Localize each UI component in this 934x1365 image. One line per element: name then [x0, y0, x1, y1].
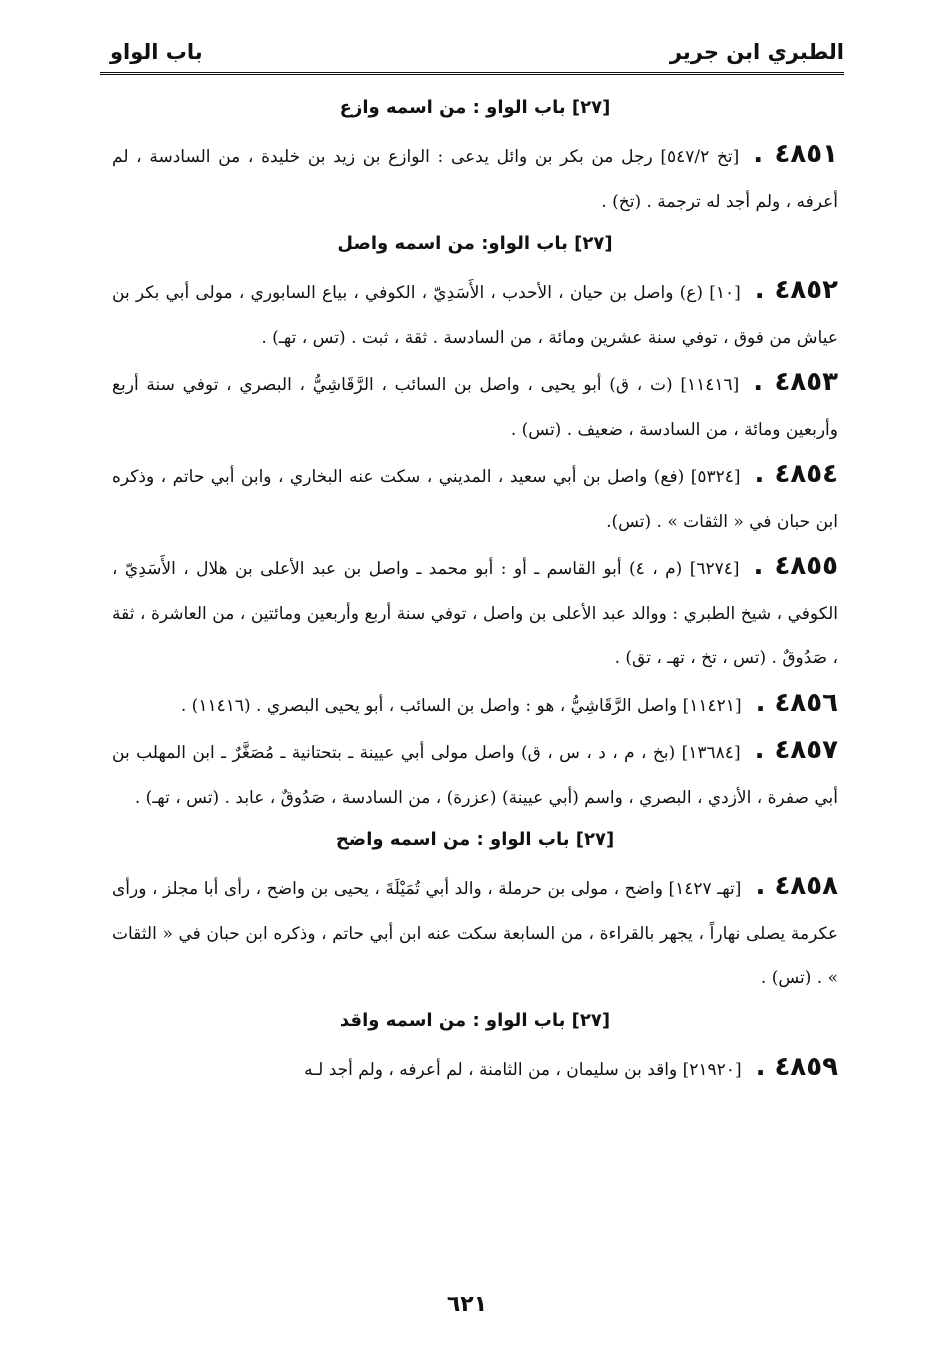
biography-entry	[112, 864, 838, 1001]
entry-number: ٤٨٥٦ .	[755, 687, 838, 718]
entry-text: [تخ ٥٤٧/٢] رجل من بكر بن وائل يدعى : الوازع بن زيد بن خليدة ، من السادسة ، لم أعرفه ، ولم أجد له ترجمة . (تخ) .	[112, 147, 838, 212]
entry-text: [٢١٩٢٠] واقد بن سليمان ، من الثامنة ، لم أعرفه ، ولم أجد لـه	[304, 1059, 742, 1080]
entry-number: ٤٨٥٨ .	[755, 871, 839, 901]
entry-text: [١١٤٢١] واصل الرَّقَاشِيُّ ، هو : واصل بن السائب ، أبو يحيى البصري . (١١٤١٦) .	[180, 695, 742, 716]
biography-entry	[112, 268, 838, 360]
header-book-title: الطبري ابن جرير	[669, 40, 844, 64]
biography-entry	[112, 132, 838, 224]
entry-number: ٤٨٥٥ .	[753, 551, 838, 581]
biography-entry	[112, 452, 838, 544]
entry-number: ٤٨٥٧ .	[754, 735, 838, 765]
page-body	[112, 88, 838, 1092]
biography-entry	[112, 1045, 838, 1093]
page-number: ٦٢١	[446, 1292, 488, 1317]
header-rule	[100, 72, 844, 75]
running-header	[110, 34, 844, 70]
chapter-heading: [٢٧] باب الواو : من اسمه وازع	[339, 97, 611, 118]
entry-number: ٤٨٥٣ .	[753, 367, 838, 397]
entry-number: ٤٨٥٤ .	[754, 459, 838, 489]
entry-number: ٤٨٥١ .	[753, 139, 838, 169]
biography-entry	[112, 681, 838, 729]
biography-entry	[112, 544, 838, 681]
chapter-heading: [٢٧] باب الواو : من اسمه واضح	[335, 829, 615, 850]
entry-text: [١٠] (ع) واصل بن حيان ، الأحدب ، الأَسَدِيّ ، الكوفي ، بياع السابوري ، مولى أبي بكر بن عياش من فوق ، توفي سنة عشرين ومائة ، من السادسة . ثقة ، ثبت . (تس ، تهـ) .	[112, 283, 838, 348]
entry-text: [تهـ ١٤٢٧] واضح ، مولى بن حرملة ، والد أبي تُمَيْلَةَ ، يحيى بن واضح ، رأى أبا مجلز ، ورأى عكرمة يصلى نهاراً ، يجهر بالقراءة ، من السابعة سكت عنه ابن أبي حاتم ، وذكره ابن حبان في « الثقات » . (تس) .	[112, 879, 838, 988]
entry-text: [١٣٦٨٤] (بخ ، م ، د ، س ، ق) واصل مولى أبي عيينة ـ بتحتانية ـ مُصَغَّرٌ ـ ابن المهلب بن أبي صفرة ، الأزدي ، البصري ، واسم (أبي عيينة) (عزرة) ، من السادسة ، صَدُوقٌ ، عابد . (تس ، تهـ) .	[112, 743, 838, 808]
entry-number: ٤٨٥٢ .	[754, 275, 838, 305]
biography-entry	[112, 728, 838, 820]
entry-number: ٤٨٥٩ .	[755, 1051, 838, 1082]
biography-entry	[112, 360, 838, 452]
entry-text: [٥٣٢٤] (فع) واصل بن أبي سعيد ، المديني ، سكت عنه البخاري ، وابن أبي حاتم ، وذكره ابن حبان في « الثقات » . (تس).	[112, 467, 838, 532]
entry-text: [١١٤١٦] (ت ، ق) أبو يحيى ، واصل بن السائب ، الرَّقَاشِيُّ ، البصري ، توفي سنة أربع وأربعين ومائة ، من السادسة ، ضعيف . (تس) .	[112, 375, 838, 440]
header-chapter-title: باب الواو	[110, 40, 203, 64]
chapter-heading: [٢٧] باب الواو : من اسمه واقد	[339, 1009, 611, 1031]
chapter-heading: [٢٧] باب الواو: من اسمه واصل	[337, 233, 613, 254]
entry-text: [٦٢٧٤] (م ، ٤) أبو القاسم ـ أو : أبو محمد ـ واصل بن عبد الأعلى بن هلال ، الأَسَدِيّ ، الكوفي ، شيخ الطبري : ووالد عبد الأعلى بن واصل ، توفي سنة أربع وأربعين ومائتين ، من العاشرة ، ثقة ، صَدُوقٌ . (تس ، تخ ، تهـ ، تق) .	[112, 559, 838, 668]
